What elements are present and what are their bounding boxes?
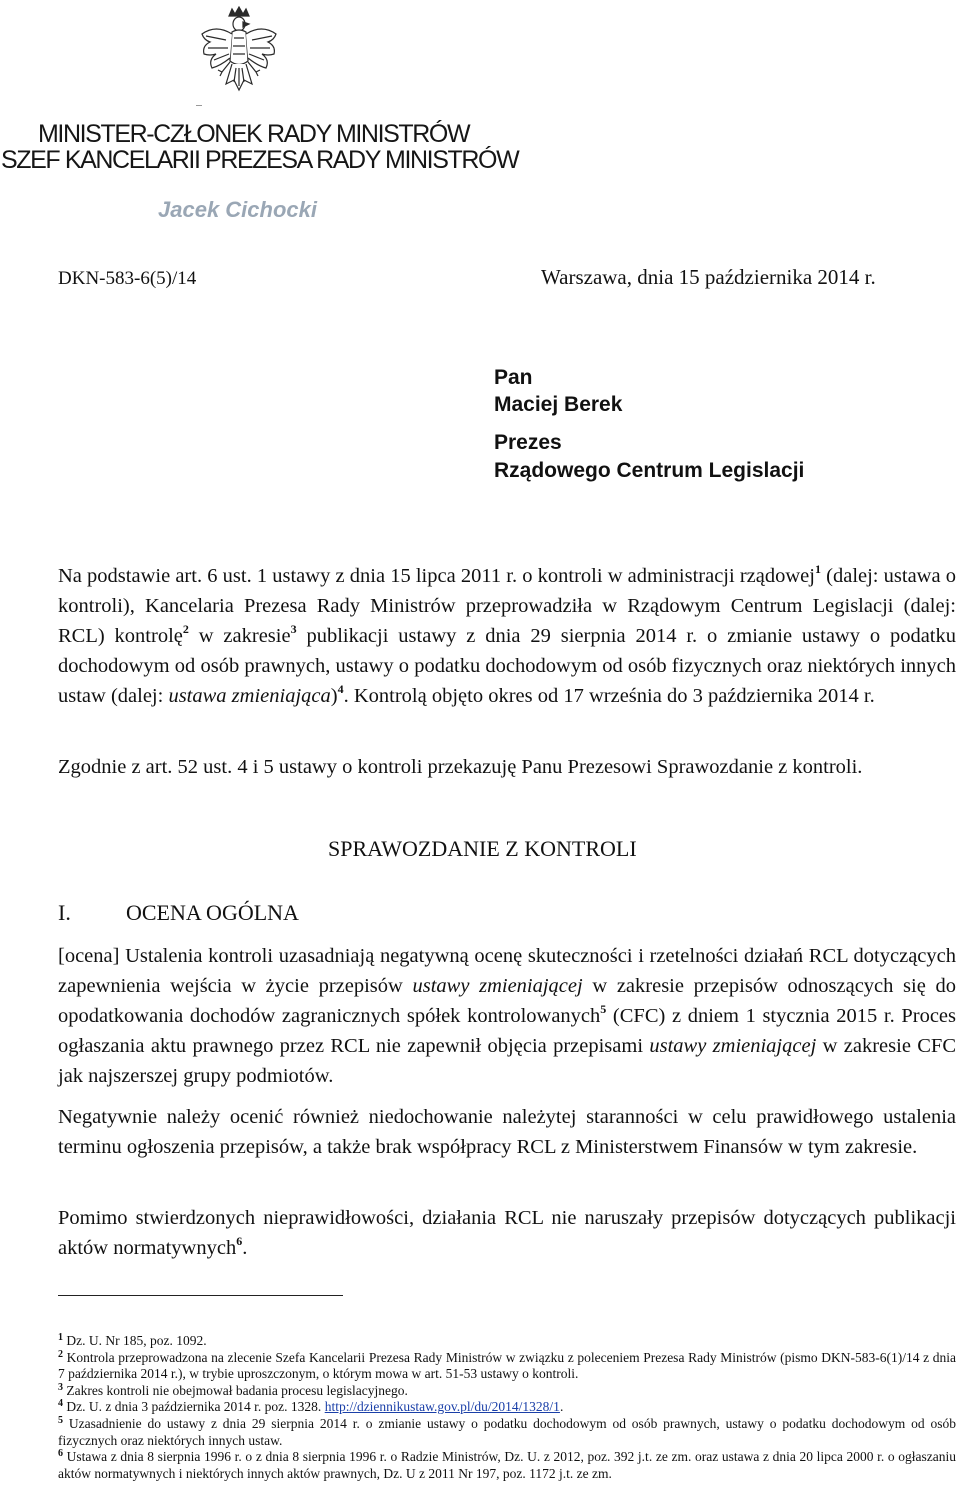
footnote-text: Ustawa z dnia 8 sierpnia 1996 r. o z dnia 8 sierpnia 1996 r. o Radzie Ministrów, Dz. U. z 2012, poz. 392 j.t. ze zm. oraz ustawa z dnia 20 lipca 2000 r. o ogłaszaniu aktów normatywnych i niektórych innych aktów prawnych, Dz. U z 2011 Nr 197, poz. 1172 j.t. ze zm. xyxy=(58,1449,956,1481)
italic-term: ustawy zmieniającej xyxy=(412,975,583,997)
text: (CFC) z dniem 1 stycznia 2015 r. Proces ogłaszania aktu prawnego przez RCL nie zapewnił objęcia przepisami xyxy=(58,1005,956,1057)
text: w zakresie przepisów odnoszących się do opodatkowania dochodów zagranicznych spółek kontrolowanych xyxy=(58,975,956,1027)
footnote-item xyxy=(58,1350,956,1383)
footnote-number: 3 xyxy=(58,1381,63,1393)
header-title-line2: SZEF KANCELARII PREZESA RADY MINISTRÓW xyxy=(1,146,519,174)
conclusion-paragraph xyxy=(58,1203,956,1263)
eagle-emblem-icon xyxy=(196,6,282,106)
text: [ocena] Ustalenia kontroli uzasadniają negatywną ocenę skuteczności i rzetelności działań RCL dotyczących zapewnienia wejścia w życie przepisów xyxy=(58,945,956,997)
footnote-ref[interactable]: 6 xyxy=(236,1234,243,1248)
footnote-ref[interactable]: 5 xyxy=(600,1002,607,1016)
footnote-number: 2 xyxy=(58,1348,63,1360)
addressee-salutation: Pan xyxy=(494,366,533,389)
intro-paragraph xyxy=(58,561,956,711)
minister-name: Jacek Cichocki xyxy=(158,197,317,222)
text: Na podstawie art. 6 ust. 1 ustawy z dnia 15 lipca 2011 r. o kontroli w administracji rządowej xyxy=(58,565,815,587)
italic-term: ustawy zmieniającej xyxy=(649,1035,817,1057)
header-title-line1: MINISTER-CZŁONEK RADY MINISTRÓW xyxy=(38,120,470,148)
footnote-item xyxy=(58,1333,956,1350)
footnote-separator xyxy=(58,1295,343,1296)
section-title: OCENA OGÓLNA xyxy=(126,900,299,925)
text: ) xyxy=(330,685,338,707)
footnote-text: Zakres kontroli nie obejmował badania procesu legislacyjnego. xyxy=(63,1382,408,1398)
text: Pomimo stwierdzonych nieprawidłowości, działania RCL nie naruszały przepisów dotyczących publikacji aktów normatywnych xyxy=(58,1207,956,1259)
footnote-item xyxy=(58,1383,956,1400)
report-title: SPRAWOZDANIE Z KONTROLI xyxy=(328,836,637,861)
footnote-text: . xyxy=(559,1399,564,1415)
footnote-text: Dz. U. Nr 185, poz. 1092. xyxy=(63,1333,207,1348)
place-date: Warszawa, dnia 15 października 2014 r. xyxy=(541,265,876,289)
footnote-number: 4 xyxy=(58,1398,63,1410)
negative-assessment-paragraph: Negatywnie należy ocenić również niedochowanie należytej staranności w celu prawidłowego ustalenia terminu ogłoszenia przepisów, a także brak współpracy RCL z Ministerstwem Finansów w tym zakresie. xyxy=(58,1106,956,1158)
italic-term: ustawa zmieniająca xyxy=(168,685,331,707)
addressee-institution: Rządowego Centrum Legislacji xyxy=(494,459,805,482)
footnote-ref[interactable]: 1 xyxy=(814,562,821,576)
journal-link[interactable]: http://dziennikustaw.gov.pl/du/2014/1328/1 xyxy=(324,1399,560,1415)
emblem-dash xyxy=(196,105,202,106)
addressee-name: Maciej Berek xyxy=(494,393,623,416)
footnote-item xyxy=(58,1449,956,1482)
footnote-ref[interactable]: 2 xyxy=(182,622,189,636)
footnotes xyxy=(58,1333,956,1482)
section-number: I. xyxy=(58,900,71,925)
reference-number: DKN-583-6(5)/14 xyxy=(58,268,197,289)
footnote-ref[interactable]: 4 xyxy=(337,682,344,696)
footnote-ref[interactable]: 3 xyxy=(290,622,297,636)
footnote-number: 5 xyxy=(58,1414,63,1426)
footnote-text: Kontrola przeprowadzona na zlecenie Szefa Kancelarii Prezesa Rady Ministrów w związku z poleceniem Prezesa Rady Ministrów (pismo DKN-583-6(1)/14 z dnia 7 października 2014 r.), w trybie uproszczonym, o którym mowa w art. 51-53 ustawy o kontroli. xyxy=(58,1349,956,1382)
assessment-paragraph xyxy=(58,941,956,1091)
text: w zakresie xyxy=(188,625,291,647)
addressee-position: Prezes xyxy=(494,431,562,454)
transmittal-paragraph: Zgodnie z art. 52 ust. 4 i 5 ustawy o kontroli przekazuję Panu Prezesowi Sprawozdanie z kontroli. xyxy=(58,756,863,778)
footnote-item xyxy=(58,1416,956,1449)
text: . xyxy=(242,1237,248,1259)
text: (dalej: ustawa o kontroli), Kancelaria Prezesa Rady Ministrów przeprowadziła w Rządowym Centrum Legislacji (dalej: RCL) kontrolę xyxy=(58,565,956,647)
text: publikacji ustawy z dnia 29 sierpnia 2014 r. o zmianie ustawy o podatku dochodowym od osób prawnych, ustawy o podatku dochodowym od osób fizycznych oraz niektórych innych ustaw (dalej: xyxy=(58,625,957,707)
text: w zakresie CFC jak najszerszej grupy podmiotów. xyxy=(58,1035,957,1087)
footnote-number: 1 xyxy=(58,1332,63,1343)
footnote-item xyxy=(58,1399,956,1416)
footnote-text: Uzasadnienie do ustawy z dnia 29 sierpnia 2014 r. o zmianie ustawy o podatku dochodowym od osób prawnych, ustawy o podatku dochodowym od osób fizycznych oraz niektórych innych ustaw. xyxy=(58,1415,956,1448)
text: . Kontrolą objęto okres od 17 września do 3 października 2014 r. xyxy=(343,685,875,707)
footnote-number: 6 xyxy=(58,1448,63,1460)
footnote-text: Dz. U. z dnia 3 października 2014 r. poz. 1328. xyxy=(63,1399,325,1415)
